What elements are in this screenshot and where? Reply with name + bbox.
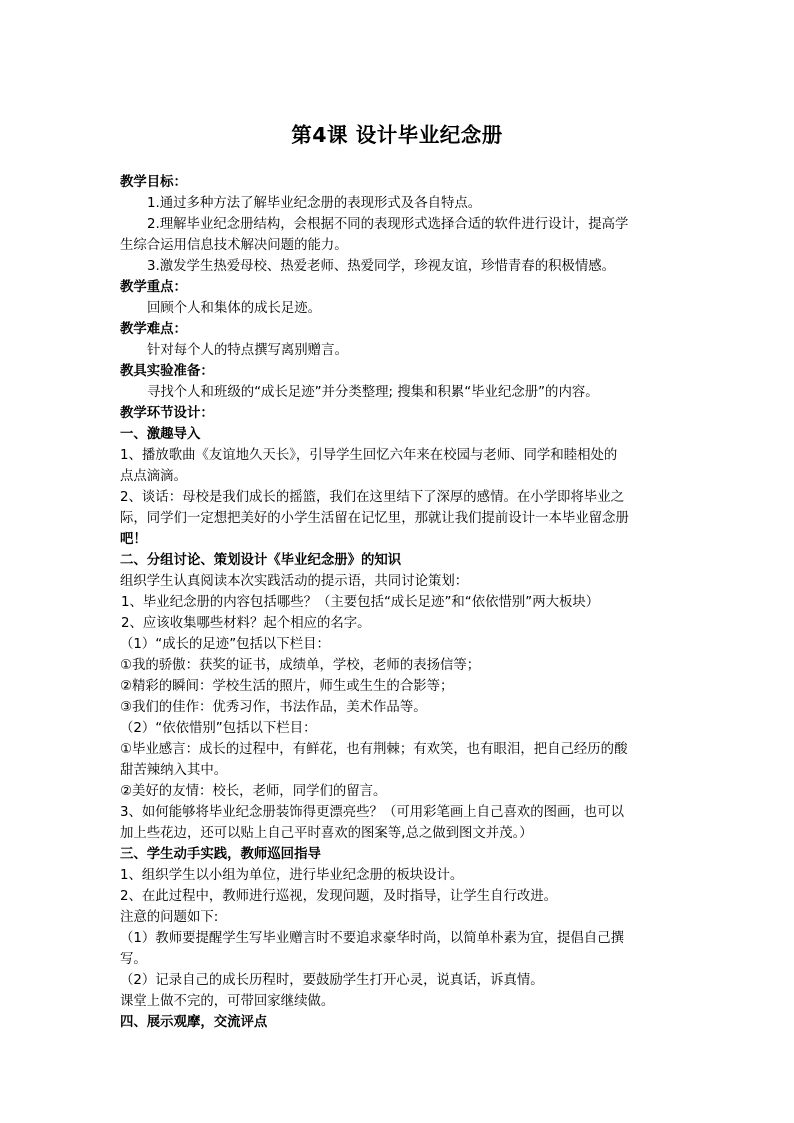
objective-2: 2.理解毕业纪念册结构，会根据不同的表现形式选择合适的软件进行设计，提高学: [147, 217, 629, 232]
section-1-item-2-cont: 际，同学们一定想把美好的小学生活留在记忆里，那就让我们提前设计一本毕业留念册: [120, 511, 629, 526]
heading-difficulties: 教学难点：: [120, 322, 187, 337]
section-2-sub-1-c: ③我们的佳作：优秀习作，书法作品，美术作品等。: [120, 700, 427, 715]
section-3-note-2: （2）记录自己的成长历程时，要鼓励学生打开心灵，说真话，诉真情。: [120, 973, 544, 988]
difficulties-text: 针对每个人的特点撰写离别赠言。: [147, 343, 348, 358]
section-2-sub-2: （2）“依依惜别”包括以下栏目：: [120, 721, 317, 736]
section-2-item-1: 1、毕业纪念册的内容包括哪些？（主要包括“成长足迹”和“依依惜别”两大板块）: [121, 595, 600, 610]
section-2-item-3-cont: 加上些花边，还可以贴上自己平时喜欢的图案等,总之做到图文并茂。）: [120, 826, 533, 841]
section-2-sub-2-a-cont: 甜苦辣纳入其中。: [120, 763, 228, 778]
section-3-note-1-cont: 写。: [120, 952, 147, 967]
section-2-sub-1-a: ①我的骄傲：获奖的证书，成绩单，学校，老师的表扬信等；: [120, 658, 481, 673]
section-3-note-1: （1）教师要提醒学生写毕业赠言时不要追求豪华时尚，以简单朴素为宜，提倡自己撰: [120, 931, 624, 946]
section-1-heading: 一、激趣导入: [120, 427, 201, 442]
objective-1: 1.通过多种方法了解毕业纪念册的表现形式及各自特点。: [147, 196, 482, 211]
section-2-item-3: 3、如何能够将毕业纪念册装饰得更漂亮些？（可用彩笔画上自己喜欢的图画，也可以: [120, 805, 624, 820]
preparation-text: 寻找个人和班级的“成长足迹”并分类整理; 搜集和积累“毕业纪念册”的内容。: [147, 385, 599, 400]
section-2-intro: 组织学生认真阅读本次实践活动的提示语，共同讨论策划：: [120, 574, 469, 589]
heading-objectives: 教学目标：: [120, 175, 187, 190]
heading-preparation: 教具实验准备：: [120, 364, 214, 379]
section-3-heading: 三、学生动手实践，教师巡回指导: [120, 847, 321, 862]
objective-3: 3.激发学生热爱母校、热爱老师、热爱同学，珍视友谊，珍惜青春的积极情感。: [147, 259, 616, 274]
section-1-item-1-cont: 点点滴滴。: [120, 469, 187, 484]
section-3-item-1: 1、组织学生以小组为单位，进行毕业纪念册的板块设计。: [120, 868, 464, 883]
section-3-homework: 课堂上做不完的，可带回家继续做。: [120, 994, 335, 1009]
section-2-heading: 二、分组讨论、策划设计《毕业纪念册》的知识: [120, 553, 402, 568]
section-3-item-2: 2、在此过程中，教师进行巡视，发现问题，及时指导，让学生自行改进。: [120, 889, 558, 904]
section-1-item-2: 2、谈话：母校是我们成长的摇篮，我们在这里结下了深厚的感情。在小学即将毕业之: [120, 490, 624, 505]
section-3-notes-label: 注意的问题如下:: [120, 910, 219, 925]
key-points-text: 回顾个人和集体的成长足迹。: [147, 301, 322, 316]
section-2-sub-2-b: ②美好的友情：校长，老师，同学们的留言。: [120, 784, 387, 799]
section-2-sub-2-a: ①毕业感言：成长的过程中，有鲜花，也有荆棘；有欢笑，也有眼泪，把自己经历的酸: [120, 742, 628, 757]
section-2-item-2: 2、应该收集哪些材料？起个相应的名字。: [121, 616, 371, 631]
section-2-sub-1-b: ②精彩的瞬间：学校生活的照片，师生或生生的合影等；: [120, 679, 454, 694]
objective-2-cont: 生综合运用信息技术解决问题的能力。: [120, 238, 348, 253]
heading-design: 教学环节设计：: [120, 406, 214, 421]
section-4-heading: 四、展示观摩，交流评点: [120, 1015, 268, 1030]
section-1-item-1: 1、播放歌曲《友谊地久天长》，引导学生回忆六年来在校园与老师、同学和睦相处的: [120, 448, 618, 463]
section-2-sub-1: （1）“成长的足迹”包括以下栏目：: [120, 637, 330, 652]
page-title: 第4课 设计毕业纪念册: [291, 123, 503, 147]
section-1-item-2-end: 吧！: [120, 532, 147, 547]
heading-key-points: 教学重点：: [120, 280, 187, 295]
